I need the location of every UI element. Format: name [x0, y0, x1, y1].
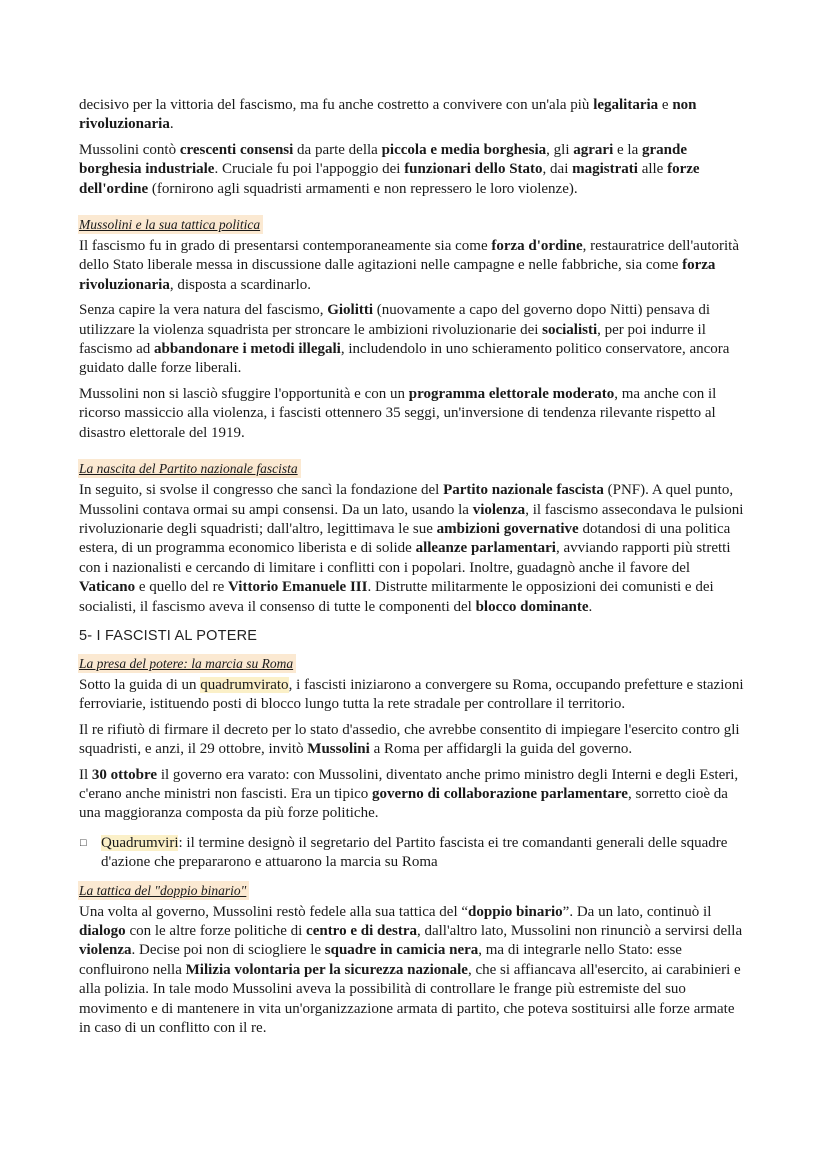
subsection-marcia-su-roma [79, 654, 749, 824]
bold-term: abbandonare i metodi illegali [153, 341, 341, 358]
text: , disposta a scardinarlo. [169, 276, 312, 293]
subheading-nascita-pnf: La nascita del Partito nazionale fascista [78, 459, 301, 478]
bullet-item-quadrumviri [79, 834, 749, 873]
text: . [169, 116, 174, 133]
text: , per poi indurre il fascismo ad [79, 321, 706, 358]
bold-term: Vaticano [79, 579, 136, 596]
text: , il fascismo assecondava le pulsioni rivoluzionarie degli squadristi; dall'altro, legittimava le sue [79, 501, 744, 537]
text: , i fascisti iniziarono a convergere su Roma, occupando prefetture e stazioni ferroviarie, istituendo posti di blocco lungo tutta la rete stradale per controllare il territorio. [79, 676, 744, 713]
bold-term: non rivoluzionaria [79, 97, 697, 133]
highlighted-term: Quadrumviri [101, 834, 179, 851]
text: , restauratrice dell'autorità dello Stato liberale messa in discussione dalle agitazioni nelle campagne e nelle fabbriche, sia come [79, 238, 739, 274]
text: (fornirono agli squadristi armamenti e non repressero le loro violenze). [148, 180, 578, 197]
bold-term: Giolitti [327, 302, 374, 319]
bold-term: agrari [573, 141, 614, 158]
text: Mussolini contò [79, 141, 180, 158]
text: . [588, 598, 593, 615]
bold-term: violenza [79, 942, 132, 959]
paragraph-stato-assedio [79, 721, 749, 760]
bold-term: 30 ottobre [91, 766, 158, 783]
text: il governo era varato: con Mussolini, diventato anche primo ministro degli Interni e degli Esteri, c'erano anche ministri non fascisti. Era un tipico [79, 766, 739, 802]
text: . Cruciale fu poi l'appoggio dei [214, 161, 405, 178]
text: Il [79, 766, 92, 783]
text: Il fascismo fu in grado di presentarsi contemporaneamente sia come [79, 238, 492, 255]
bold-term: Partito nazionale fascista [443, 482, 604, 499]
text: ”. Da un lato, continuò il [562, 903, 712, 920]
text: (PNF). A quel punto, Mussolini contava ormai su ampi consensi. Da un lato, usando la [79, 482, 734, 518]
text: e quello del re [135, 579, 229, 596]
bold-term: centro e di destra [306, 923, 417, 939]
text: dotandosi di una politica estera, di un programma economico liberista e di solide [79, 520, 731, 557]
text: Il re rifiutò di firmare il decreto per lo stato d'assedio, che avrebbe consentito di impiegare l'esercito contro gli squadristi, e anzi, il 29 ottobre, invitò [79, 721, 740, 758]
bold-term: Milizia volontaria per la sicurezza nazionale [185, 961, 468, 978]
text: Sotto la guida di un [79, 676, 201, 693]
text: , avviando rapporti più stretti con i nazionalisti e cercando di limitare i conflitti con i popolari. Inoltre, guadagnò anche il favore del [79, 540, 731, 576]
bold-term: magistrati [572, 161, 638, 178]
bold-term: grande borghesia industriale [79, 141, 687, 178]
text: , ma di integrarle nello Stato: esse confluirono nella [79, 942, 682, 978]
document-page [79, 96, 749, 1044]
bold-term: forza d'ordine [491, 238, 583, 255]
subheading-tattica-politica: Mussolini e la sua tattica politica [78, 215, 263, 234]
text: alle [637, 161, 668, 178]
paragraph-doppio-binario [79, 903, 749, 1039]
subsection-doppio-binario [79, 881, 749, 1039]
bold-term: Mussolini [307, 741, 370, 758]
paragraph-giolitti [79, 301, 749, 379]
bullet-text [101, 834, 749, 873]
bold-term: crescenti consensi [179, 141, 294, 158]
text: In seguito, si svolse il congresso che sancì la fondazione del [79, 482, 444, 499]
bold-term: funzionari dello Stato [404, 161, 543, 178]
text: da parte della [293, 141, 382, 158]
paragraph-consensi [79, 141, 749, 199]
bold-term: blocco dominante [475, 598, 589, 615]
bold-term: violenza [472, 501, 526, 518]
text: . Distrutte militarmente le opposizioni dei comunisti e dei socialisti, il fascismo aveva il consenso di tutte le componenti del [79, 579, 714, 615]
text: , che si affiancava all'esercito, ai carabinieri e alla polizia. In tale modo Mussolini aveva la possibilità di controllare le frange più estremiste del suo movimento e di mantenere in vita un'organizzazione armata di partito, che poteva sostituirsi alle forze armate in caso di un conflitto con il re. [79, 961, 741, 1037]
text: decisivo per la vittoria del fascismo, ma fu anche costretto a convivere con un'ala più [79, 97, 594, 113]
paragraph-programma-elettorale [79, 385, 749, 443]
text: , includendolo in uno schieramento politico conservatore, ancora guidato dalle forze liberali. [79, 341, 730, 377]
bold-term: squadre in camicia nera [324, 942, 479, 959]
text: con le altre forze politiche di [125, 923, 307, 939]
highlighted-term: quadrumvirato [200, 676, 289, 693]
checkbox-bullet-icon: □ [80, 836, 87, 849]
subsection-tattica-politica [79, 215, 749, 443]
text: Una volta al governo, Mussolini restò fedele alla sua tattica del “ [79, 903, 469, 920]
text: , ma anche con il ricorso massiccio alla violenza, i fascisti ottennero 35 seggi, un'inversione di tendenza rilevante rispetto al disastro elettorale del 1919. [79, 385, 717, 441]
text: e la [613, 141, 642, 158]
subheading-doppio-binario: La tattica del "doppio binario" [78, 881, 249, 900]
text: , sorretto cioè da una maggioranza composta da più forze politiche. [79, 785, 728, 822]
text: , dai [542, 161, 573, 178]
bold-term: alleanze parlamentari [415, 540, 556, 557]
text: , gli [546, 141, 574, 158]
bold-term: piccola e media borghesia [381, 141, 547, 158]
text: Senza capire la vera natura del fascismo, [79, 302, 328, 319]
text: (nuovamente a capo del governo dopo Nitti) pensava di utilizzare la violenza squadrista per stroncare le ambizioni rivoluzionarie dei [79, 302, 711, 338]
section-title-fascisti-al-potere: 5- I FASCISTI AL POTERE [79, 627, 258, 644]
bold-term: governo di collaborazione parlamentare [372, 785, 628, 802]
bold-term: doppio binario [468, 903, 563, 920]
bold-term: forza rivoluzionaria [79, 257, 716, 293]
subheading-marcia-su-roma: La presa del potere: la marcia su Roma [78, 654, 296, 673]
bold-term: socialisti [542, 321, 598, 338]
bold-term: dialogo [79, 923, 126, 939]
text: . Decise poi non di sciogliere le [131, 942, 325, 959]
bold-term: legalitaria [593, 97, 659, 113]
text: Mussolini non si lasciò sfuggire l'opportunità e con un [79, 385, 409, 402]
bold-term: forze dell'ordine [79, 161, 700, 197]
paragraph-forza-ordine [79, 237, 749, 295]
paragraph-ala-legalitaria [79, 96, 749, 135]
bold-term: Vittorio Emanuele III [228, 579, 368, 596]
bold-term: programma elettorale moderato [408, 385, 615, 402]
subsection-nascita-pnf [79, 459, 749, 617]
text: : il termine designò il segretario del Partito fascista ei tre comandanti generali delle squadre d'azione che prepararono e attuarono la marcia su Roma [101, 834, 728, 871]
text: e [658, 97, 673, 113]
text: a Roma per affidargli la guida del governo. [369, 741, 633, 758]
paragraph-30-ottobre [79, 766, 749, 824]
bold-term: ambizioni governative [436, 520, 579, 537]
paragraph-pnf [79, 481, 749, 617]
text: , dall'altro lato, Mussolini non rinunciò a servirsi della [416, 923, 743, 939]
paragraph-quadrumvirato [79, 676, 749, 715]
